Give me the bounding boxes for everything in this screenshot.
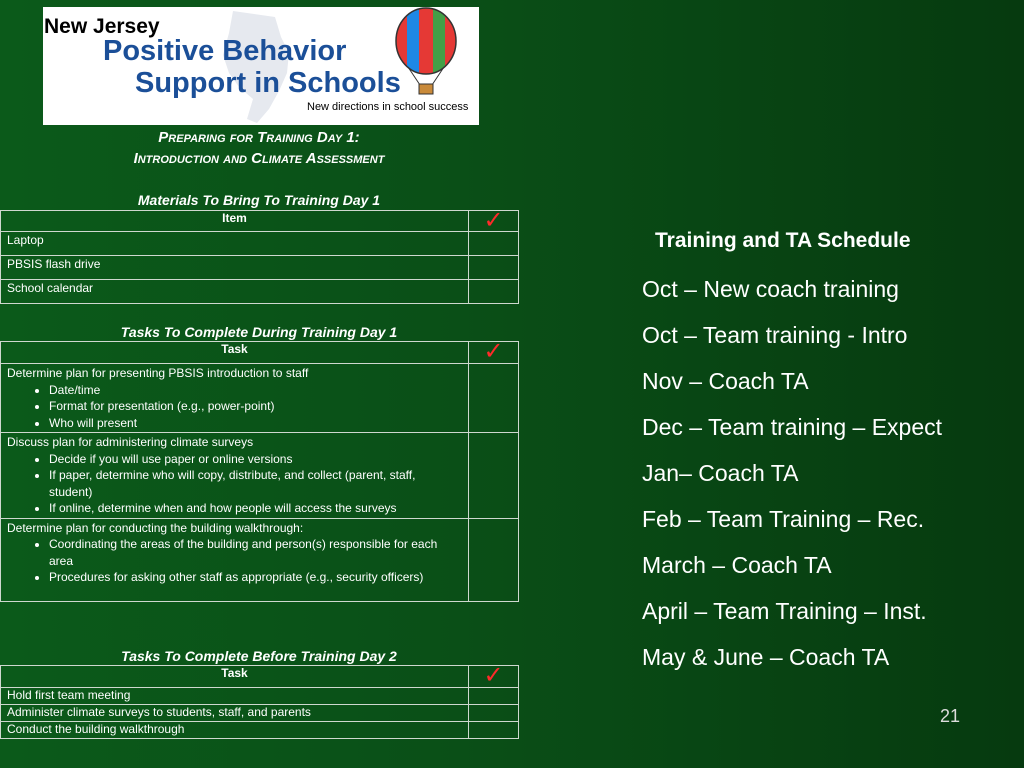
bullet-item: • Coordinating the areas of the building and person(s) responsible for each area xyxy=(49,536,462,569)
bullet-item: • Procedures for asking other staff as appropriate (e.g., security officers) xyxy=(49,569,462,586)
checkmark-icon: ✓ xyxy=(469,342,519,364)
logo xyxy=(43,7,479,125)
checkmark-icon: ✓ xyxy=(469,666,519,688)
table-row: School calendar xyxy=(1,280,469,304)
list-item: May & June – Coach TA xyxy=(642,644,890,670)
list-item: Oct – Team training - Intro xyxy=(642,322,908,348)
bullet-item: • If paper, determine who will copy, distribute, and collect (parent, staff, student) xyxy=(49,467,462,500)
list-item: March – Coach TA xyxy=(642,552,832,578)
section-heading-before-day-2: Tasks To Complete Before Training Day 2 xyxy=(121,648,397,664)
list-item: Dec – Team training – Expect xyxy=(642,414,943,440)
list-item: Oct – New coach training xyxy=(642,276,899,302)
task-text: Determine plan for conducting the building walkthrough: xyxy=(7,520,304,535)
column-header-task: Task xyxy=(1,342,469,364)
table-row: Conduct the building walkthrough xyxy=(1,722,469,739)
logo-line-3: Support in Schools xyxy=(135,67,401,99)
check-cell[interactable] xyxy=(469,232,519,256)
tasks-during-table xyxy=(0,338,519,602)
schedule-list xyxy=(642,274,942,688)
column-header-task: Task xyxy=(1,666,469,688)
logo-line-1: New Jersey xyxy=(44,15,160,38)
materials-table xyxy=(0,207,519,304)
check-cell[interactable] xyxy=(469,256,519,280)
list-item: Feb – Team Training – Rec. xyxy=(642,506,925,532)
check-cell[interactable] xyxy=(469,722,519,739)
tasks-before-table xyxy=(0,662,519,739)
table-row xyxy=(1,364,469,433)
bullet-item: • Decide if you will use paper or online versions xyxy=(49,451,462,468)
bullet-item: • Who will present xyxy=(49,415,462,432)
schedule-title: Training and TA Schedule xyxy=(655,229,911,252)
table-row: Administer climate surveys to students, staff, and parents xyxy=(1,705,469,722)
bullet-item: • Date/time xyxy=(49,382,462,399)
bullet-item: • If online, determine when and how people will access the surveys xyxy=(49,500,462,517)
logo-line-2: Positive Behavior xyxy=(103,35,347,67)
bullet-item: • Format for presentation (e.g., power-point) xyxy=(49,398,462,415)
check-cell[interactable] xyxy=(469,688,519,705)
logo-tagline: New directions in school success xyxy=(307,101,469,113)
check-cell[interactable] xyxy=(469,280,519,304)
table-row xyxy=(1,518,469,601)
page-title-line-1: Preparing for Training Day 1: xyxy=(158,129,360,146)
task-text: Determine plan for presenting PBSIS introduction to staff xyxy=(7,366,309,380)
hot-air-balloon-icon xyxy=(373,7,479,99)
check-cell[interactable] xyxy=(469,518,519,601)
check-cell[interactable] xyxy=(469,433,519,519)
list-item: Nov – Coach TA xyxy=(642,368,809,394)
section-heading-during-day-1: Tasks To Complete During Training Day 1 xyxy=(120,324,398,340)
checkmark-icon: ✓ xyxy=(469,211,519,232)
column-header-item: Item xyxy=(1,211,469,232)
table-row: Hold first team meeting xyxy=(1,688,469,705)
task-text: Discuss plan for administering climate surveys xyxy=(7,435,254,449)
list-item: April – Team Training – Inst. xyxy=(642,598,927,624)
list-item: Jan– Coach TA xyxy=(642,460,799,486)
table-row xyxy=(1,433,469,519)
page-number: 21 xyxy=(940,706,961,726)
section-heading-materials: Materials To Bring To Training Day 1 xyxy=(137,192,381,208)
table-row: PBSIS flash drive xyxy=(1,256,469,280)
check-cell[interactable] xyxy=(469,705,519,722)
table-row: Laptop xyxy=(1,232,469,256)
check-cell[interactable] xyxy=(469,364,519,433)
page-title-line-2: Introduction and Climate Assessment xyxy=(133,150,385,167)
